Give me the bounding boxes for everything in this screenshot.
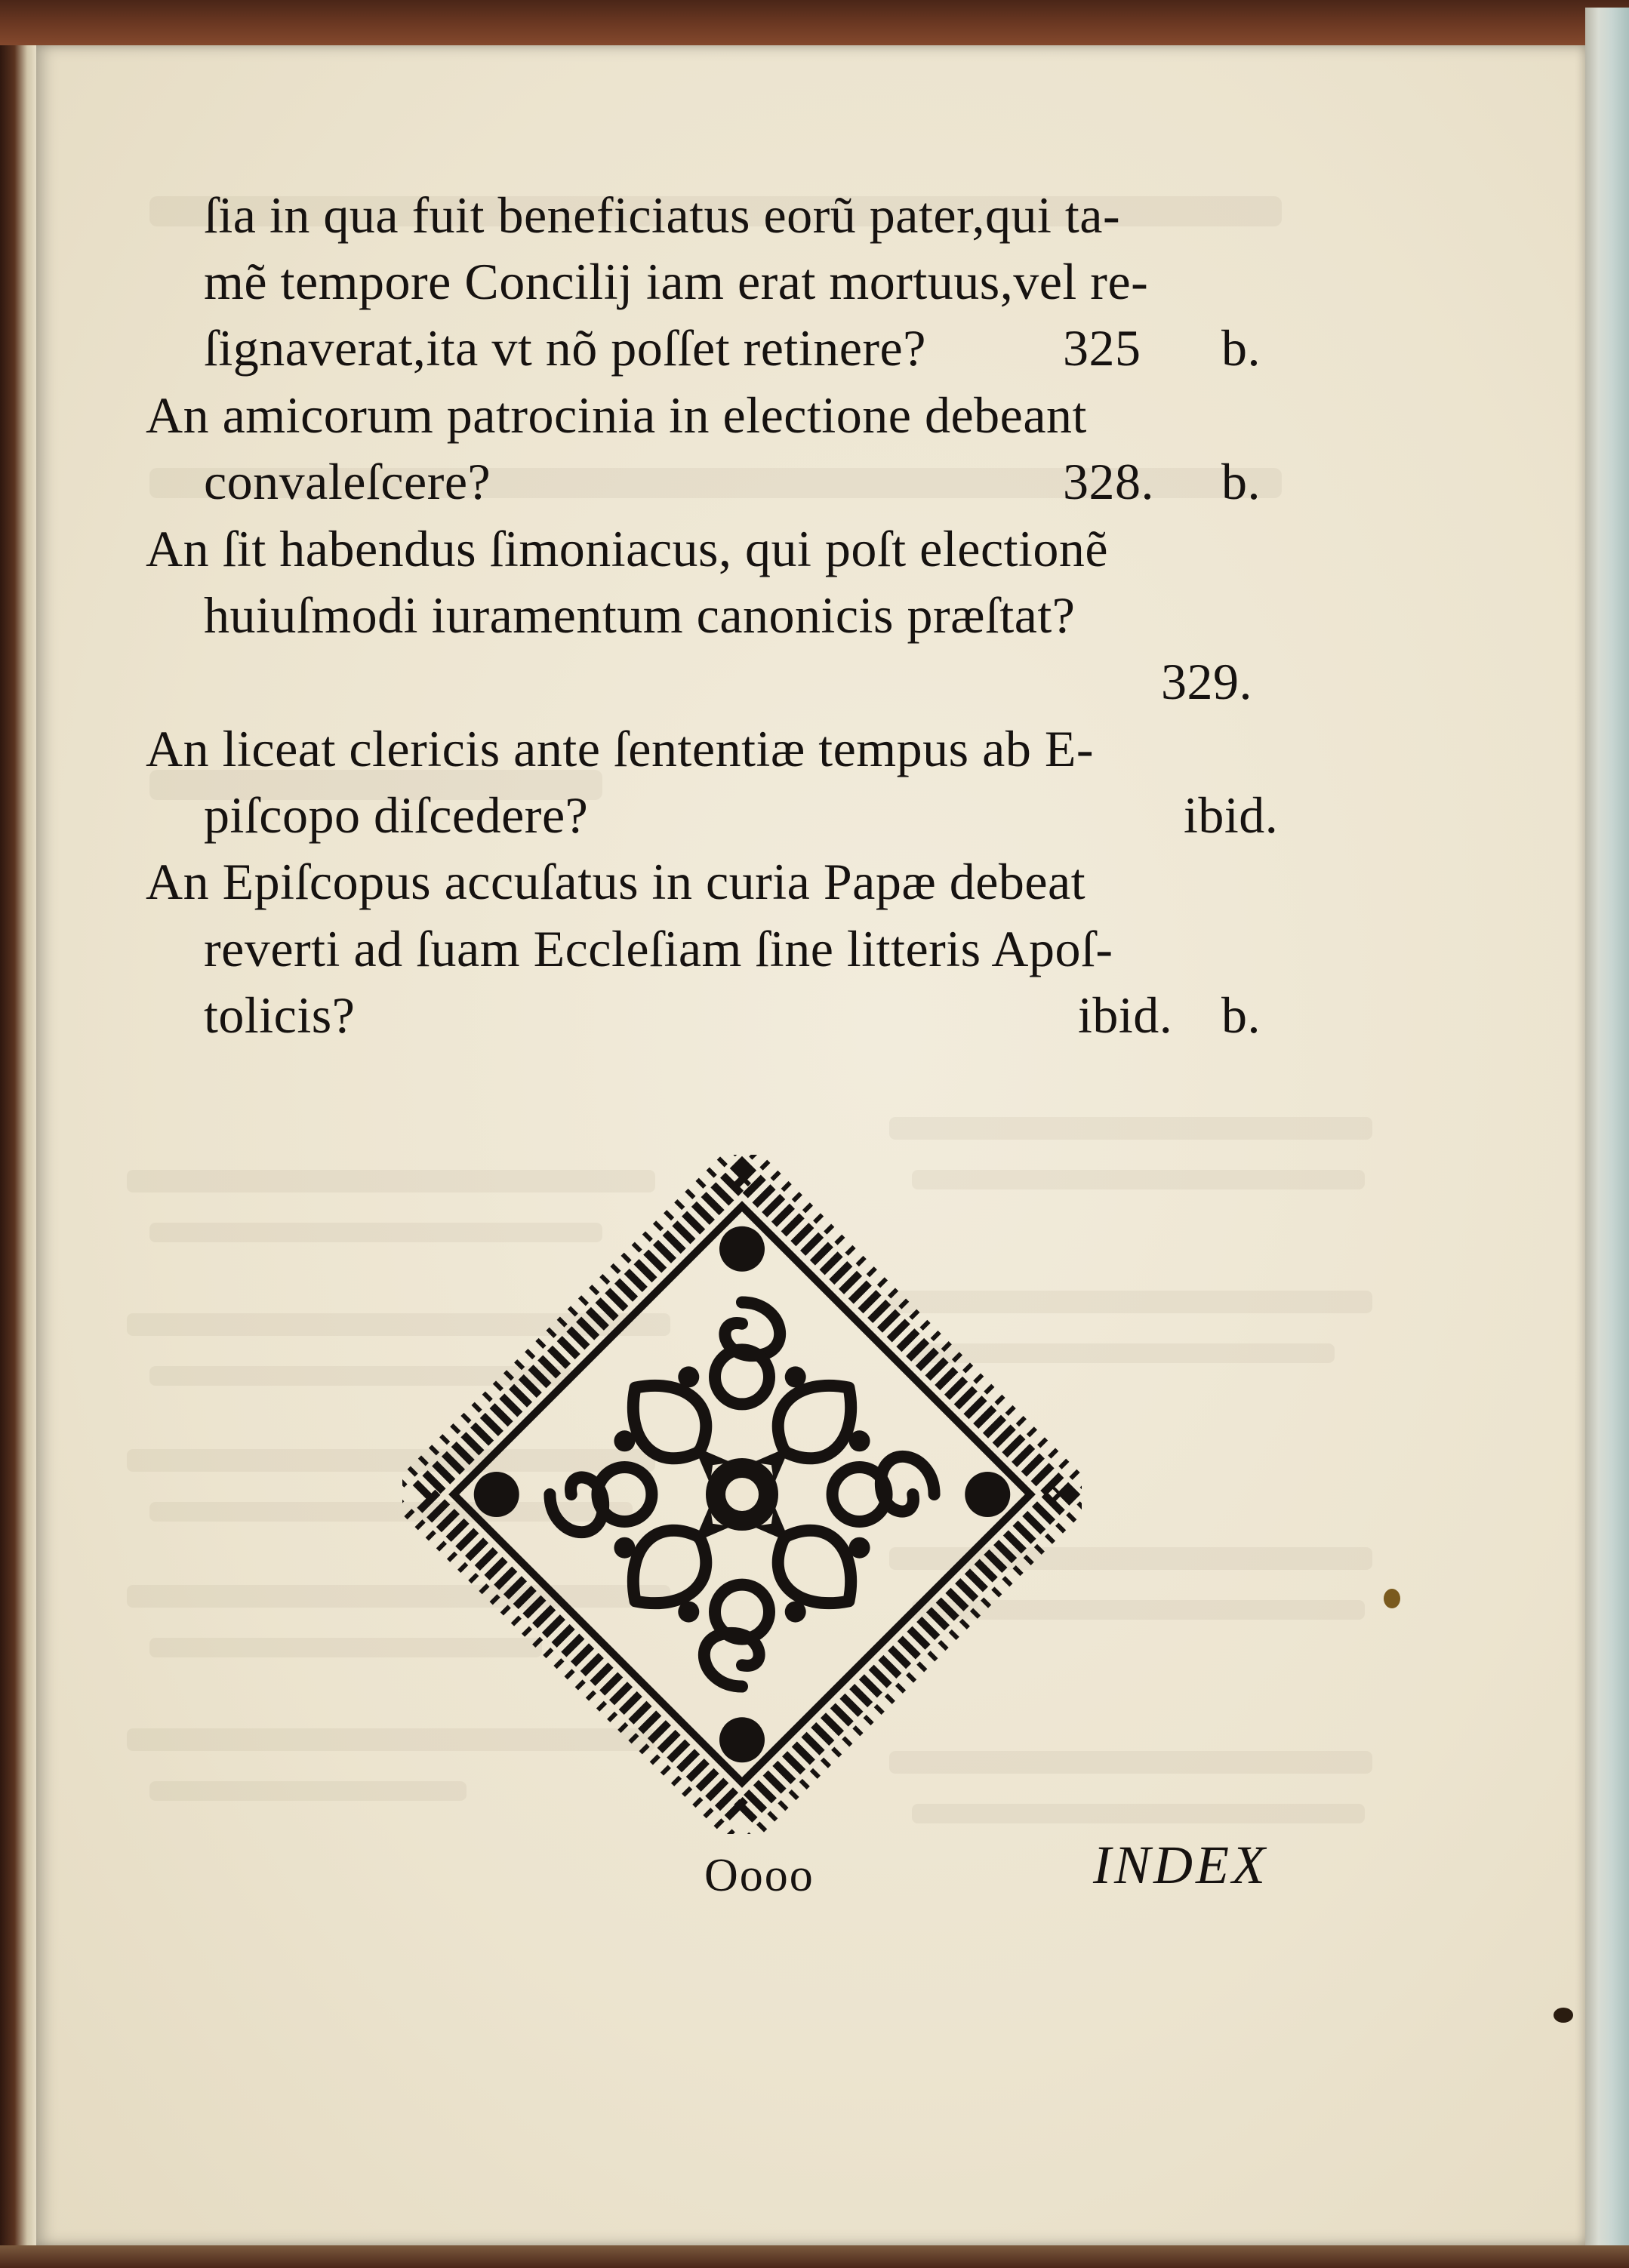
entry-2-ref-side: b. — [1221, 453, 1261, 510]
bottom-binding-edge — [0, 2245, 1629, 2268]
diamond-floral-ornament-icon — [402, 1155, 1082, 1834]
right-page-stack-edge — [1585, 8, 1629, 2268]
entry-3-line-2: huiuſmodi iuramentum canonicis præſtat? — [204, 586, 1076, 644]
entry-2-line-1: An amicorum patrocinia in electione debeant — [146, 386, 1087, 444]
entry-2-ref-page: 328. — [1063, 453, 1154, 510]
catchword: INDEX — [1093, 1835, 1268, 1895]
entry-1-ref-page: 325 — [1063, 319, 1141, 377]
entry-3-ref-page: 329. — [1161, 653, 1252, 710]
entry-1-ref-side: b. — [1221, 319, 1261, 377]
entry-5-line-2: reverti ad ſuam Eccleſiam ſine litteris Apoſ- — [204, 920, 1113, 977]
ink-stain — [1554, 2008, 1573, 2023]
entry-1-line-1: ſia in qua fuit beneficiatus eorũ pater,qui ta- — [204, 186, 1121, 244]
entry-1-line-3: ſignaverat,ita vt nõ poſſet retinere? — [204, 319, 926, 377]
entry-5-line-3: tolicis? — [204, 986, 356, 1044]
entry-2-line-2: convaleſcere? — [204, 453, 491, 510]
ink-stain — [1384, 1589, 1400, 1608]
entry-5-ref-page: ibid. — [1078, 986, 1173, 1044]
entry-4-line-1: An liceat clericis ante ſententiæ tempus ab E- — [146, 720, 1094, 777]
entry-5-line-1: An Epiſcopus accuſatus in curia Papæ debeat — [146, 853, 1086, 910]
index-entries — [36, 45, 1585, 1140]
entry-5-ref-side: b. — [1221, 986, 1261, 1044]
book-page — [36, 45, 1585, 2245]
entry-4-ref-page: ibid. — [1184, 786, 1279, 844]
signature-mark: Oooo — [704, 1850, 814, 1901]
entry-3-line-1: An ſit habendus ſimoniacus, qui poſt electionẽ — [146, 520, 1109, 577]
entry-1-line-2: mẽ tempore Concilij iam erat mortuus,vel re- — [204, 253, 1149, 310]
left-spine-edge — [0, 45, 36, 2268]
entry-4-line-2: piſcopo diſcedere? — [204, 786, 589, 844]
